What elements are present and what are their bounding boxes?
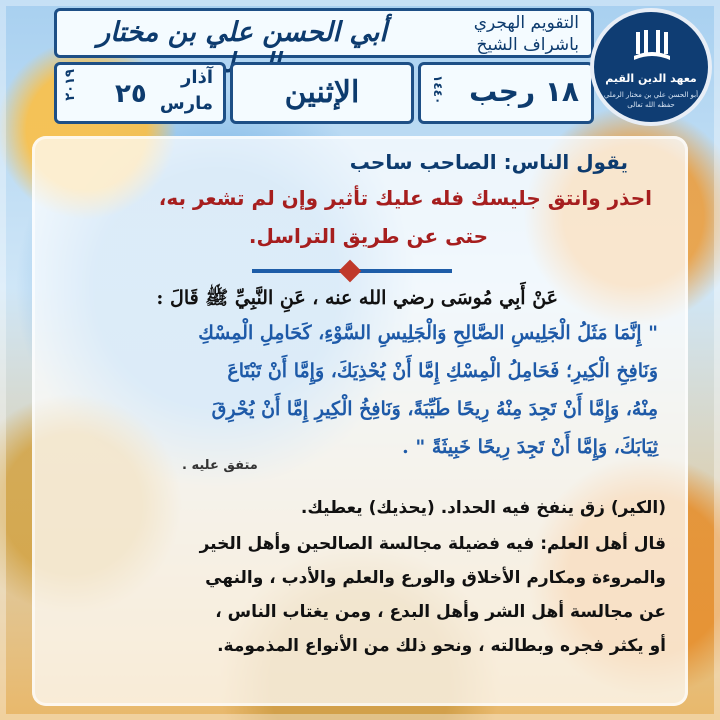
day-cell (230, 62, 414, 124)
hadith-line-4: ثِيَابَكَ، وَإِمَّا أَنْ تَجِدَ رِيحًا خَبِيثَةً " . (402, 436, 658, 458)
hadith-line-2: وَنَافِخِ الْكِيرِ؛ فَحَامِلُ الْمِسْكِ إِمَّا أَنْ يُحْذِيَكَ، وَإِمَّا أَنْ تَبْتَاعَ (227, 360, 658, 382)
ornament-divider (252, 269, 452, 273)
scholars-line-1: قال أهل العلم: فيه فضيلة مجالسة الصالحين وأهل الخير (199, 534, 666, 554)
advice-line-2: حتى عن طريق التراسل. (248, 224, 488, 248)
weekday: الإثنين (284, 75, 360, 110)
hijri-year: ١٤٤٠ (431, 75, 445, 105)
hadith-line-1: " إِنَّمَا مَثَلُ الْجَلِيسِ الصَّالِحِ وَالْجَلِيسِ السَّوْءِ، كَحَامِلِ الْمِسْكِ (198, 322, 658, 344)
header-title-bar (54, 8, 594, 58)
agreed-upon-label: متفق عليه . (182, 458, 258, 473)
advice-line-1: احذر وانتق جليسك فله عليك تأثير وإن لم تشعر به، (158, 186, 652, 210)
hadith-line-3: مِنْهُ، وَإِمَّا أَنْ تَجِدَ مِنْهُ رِيحًا طَيِّبَةً، وَنَافِخُ الْكِيرِ إِمَّا أَنْ يُحْرِقَ (211, 398, 658, 420)
calendar-header (54, 8, 594, 116)
book-icon (632, 28, 672, 64)
scholars-line-3: عن مجالسة أهل الشر وأهل البدع ، ومن يغتاب الناس ، (215, 602, 666, 622)
hijri-date-cell (418, 62, 594, 124)
gregorian-date-cell (54, 62, 226, 124)
institute-logo (590, 8, 712, 126)
hadith-intro: عَنْ أَبِي مُوسَى رضي الله عنه ، عَنِ النَّبِيِّ ﷺ قَالَ : (156, 287, 558, 309)
sheikh-name: أبي الحسن علي بن مختار (97, 17, 387, 48)
scholars-line-4: أو يكثر فجره وبطالته ، ونحو ذلك من الأنواع المذمومة. (217, 636, 666, 656)
gregorian-day: ٢٥ (115, 79, 147, 109)
institute-subtitle (594, 90, 708, 110)
hijri-day-month: ١٨ رجب (469, 75, 579, 108)
content-panel (32, 136, 688, 706)
saying-title: يقول الناس: الصاحب ساحب (349, 150, 628, 174)
institute-name: معهد الدين القيم (605, 72, 697, 85)
explanation-note: (الكير) زق ينفخ فيه الحداد. (يحذيك) يعطيك. (300, 498, 666, 518)
gregorian-year: ٢٠١٩ (63, 69, 78, 101)
calendar-label: التقويم الهجري (473, 13, 579, 33)
date-row (54, 62, 594, 124)
gregorian-month: مارس (159, 93, 213, 114)
institute-tagline: حفظه الله تعالى (627, 101, 675, 109)
gregorian-month-syriac: آذار (181, 67, 213, 88)
supervision-label: باشراف الشيخ (476, 35, 579, 55)
scholars-line-2: والمروءة ومكارم الأخلاق والورع والعلم والأدب ، والنهي (205, 568, 666, 588)
institute-sheikh: أبو الحسن علي بن مختار الرملي (603, 91, 699, 99)
